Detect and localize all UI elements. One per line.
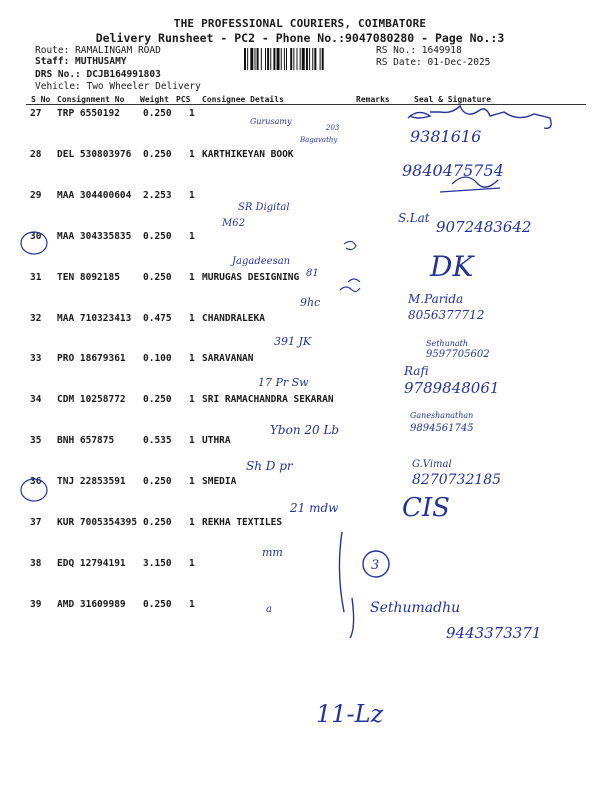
signature-stroke xyxy=(339,532,353,638)
row-sno: 33 xyxy=(30,353,42,365)
circle-mark xyxy=(21,232,47,254)
row-weight: 0.250 xyxy=(143,271,172,283)
row-pcs: 1 xyxy=(189,189,195,201)
row-consignee: SMEDIA xyxy=(202,476,237,488)
handwritten-note: 3 xyxy=(371,558,380,573)
row-weight: 3.150 xyxy=(143,557,172,569)
handwritten-signature: DK xyxy=(430,250,474,283)
handwritten-address: SR Digital xyxy=(238,202,290,213)
row-consignee: SARAVANAN xyxy=(202,353,254,365)
signature-stroke xyxy=(408,106,551,128)
handwritten-phone: 9840475754 xyxy=(402,161,504,180)
row-consignee: MURUGAS DESIGNING xyxy=(202,271,300,283)
row-sno: 38 xyxy=(30,557,42,569)
row-sno: 34 xyxy=(30,394,42,406)
handwritten-signature: G.Vimal xyxy=(412,459,452,470)
row-pcs: 1 xyxy=(189,108,195,119)
row-sno: 35 xyxy=(30,435,42,447)
row-consignment-no: KUR 7005354395 xyxy=(57,517,138,528)
row-pcs: 1 xyxy=(189,148,195,160)
drs-number: DRS No.: DCJB164991803 xyxy=(35,69,161,80)
row-weight: 0.250 xyxy=(143,108,172,119)
row-consignment-no: TEN 8092185 xyxy=(57,271,120,283)
handwritten-phone: 9789848061 xyxy=(404,379,500,397)
row-consignment-no: MAA 304400604 xyxy=(57,189,132,201)
handwritten-signature: Ganeshanathan xyxy=(410,411,474,420)
handwritten-address: Ybon 20 Lb xyxy=(270,423,340,437)
row-sno: 39 xyxy=(30,598,42,610)
handwritten-phone: 9597705602 xyxy=(426,349,490,360)
row-weight: 0.475 xyxy=(143,312,172,324)
row-weight: 0.100 xyxy=(143,353,172,365)
row-pcs: 1 xyxy=(189,312,195,324)
rs-date: RS Date: 01-Dec-2025 xyxy=(376,57,491,68)
row-pcs: 1 xyxy=(189,435,195,447)
col-consignment: Consignment No xyxy=(57,95,125,104)
route-label: Route: RAMALINGAM ROAD xyxy=(35,45,161,56)
row-consignee: SRI RAMACHANDRA SEKARAN xyxy=(202,394,334,406)
handwritten-address: a xyxy=(266,604,272,615)
rs-number: RS No.: 1649918 xyxy=(376,45,462,56)
row-weight: 0.250 xyxy=(143,517,172,528)
row-weight: 0.250 xyxy=(143,148,172,160)
row-pcs: 1 xyxy=(189,353,195,365)
row-pcs: 1 xyxy=(189,598,195,610)
handwritten-address: 21 mdw xyxy=(290,501,339,515)
row-weight: 0.535 xyxy=(143,435,172,447)
handwritten-address: M62 xyxy=(222,218,245,229)
row-consignment-no: EDQ 12794191 xyxy=(57,557,126,569)
row-consignment-no: MAA 710323413 xyxy=(57,312,132,324)
runsheet-subtitle: Delivery Runsheet - PC2 - Phone No.:9047080280 - Page No.:3 xyxy=(95,31,505,45)
handwritten-address: mm xyxy=(262,546,283,559)
row-sno: 37 xyxy=(30,517,42,528)
row-sno: 30 xyxy=(30,230,42,242)
handwritten-address: 17 Pr Sw xyxy=(258,376,309,389)
row-pcs: 1 xyxy=(189,557,195,569)
row-consignment-no: MAA 304335835 xyxy=(57,230,132,242)
handwritten-footer: 11-Lz xyxy=(316,700,384,728)
handwritten-address: 9hc xyxy=(300,296,321,309)
row-sno: 32 xyxy=(30,312,42,324)
circle-mark xyxy=(21,479,47,501)
handwritten-signature: M.Parida xyxy=(408,292,464,306)
handwritten-address: Sh D pr xyxy=(246,459,293,473)
row-weight: 0.250 xyxy=(143,598,172,610)
row-consignment-no: DEL 530803976 xyxy=(57,148,132,160)
row-sno: 36 xyxy=(30,476,42,488)
row-pcs: 1 xyxy=(189,271,195,283)
row-consignee: CHANDRALEKA xyxy=(202,312,265,324)
row-consignee: UTHRA xyxy=(202,435,231,447)
col-pcs: PCS xyxy=(176,95,191,104)
row-weight: 0.250 xyxy=(143,394,172,406)
row-consignment-no: BNH 657875 xyxy=(57,435,115,447)
handwritten-signature: CIS xyxy=(402,493,450,523)
col-remarks: Remarks xyxy=(356,95,390,104)
row-sno: 27 xyxy=(30,108,42,119)
company-title: THE PROFESSIONAL COURIERS, COIMBATORE xyxy=(173,17,427,30)
handwritten-address: 81 xyxy=(306,268,319,279)
signature-stroke xyxy=(344,241,360,282)
col-weight: Weight xyxy=(140,95,169,104)
col-consignee: Consignee Details xyxy=(202,95,284,104)
handwritten-signature: Sethunath xyxy=(426,339,469,348)
row-pcs: 1 xyxy=(189,394,195,406)
handwritten-phone: 9072483642 xyxy=(436,218,532,236)
row-consignment-no: TRP 6550192 xyxy=(57,108,120,119)
handwritten-phone: 8270732185 xyxy=(412,472,502,488)
row-consignment-no: CDM 10258772 xyxy=(57,394,126,406)
row-sno: 29 xyxy=(30,189,42,201)
row-pcs: 1 xyxy=(189,517,195,528)
handwritten-signature: Rafi xyxy=(404,364,429,378)
vehicle-label: Vehicle: Two Wheeler Delivery xyxy=(35,81,201,92)
handwritten-address: 203 xyxy=(326,124,340,132)
row-weight: 0.250 xyxy=(143,476,172,488)
handwritten-address: Bagavathy xyxy=(300,136,338,144)
handwritten-phone: 9894561745 xyxy=(410,423,474,434)
row-consignment-no: AMD 31609989 xyxy=(57,598,126,610)
row-sno: 31 xyxy=(30,271,42,283)
row-consignment-no: PRO 18679361 xyxy=(57,353,126,365)
row-sno: 28 xyxy=(30,148,42,160)
signature-stroke xyxy=(340,287,360,292)
handwritten-signature: S.Lat xyxy=(398,211,430,225)
row-consignee: REKHA TEXTILES xyxy=(202,517,283,528)
handwritten-phone: 9443373371 xyxy=(446,624,542,642)
handwritten-signature: Sethumadhu xyxy=(370,600,461,616)
handwritten-address: Jagadeesan xyxy=(232,256,291,267)
row-weight: 2.253 xyxy=(143,189,172,201)
handwritten-address: 391 JK xyxy=(274,335,312,348)
handwritten-phone: 9381616 xyxy=(410,127,482,146)
handwritten-address: Gurusamy xyxy=(250,117,292,126)
col-seal-signature: Seal & Signature xyxy=(414,95,492,104)
staff-label: Staff: MUTHUSAMY xyxy=(35,56,127,67)
handwritten-phone: 8056377712 xyxy=(408,308,485,322)
row-weight: 0.250 xyxy=(143,230,172,242)
row-pcs: 1 xyxy=(189,476,195,488)
row-pcs: 1 xyxy=(189,230,195,242)
row-consignment-no: TNJ 22853591 xyxy=(57,476,126,488)
col-sno: S No xyxy=(31,95,51,104)
row-consignee: KARTHIKEYAN BOOK xyxy=(202,148,294,160)
